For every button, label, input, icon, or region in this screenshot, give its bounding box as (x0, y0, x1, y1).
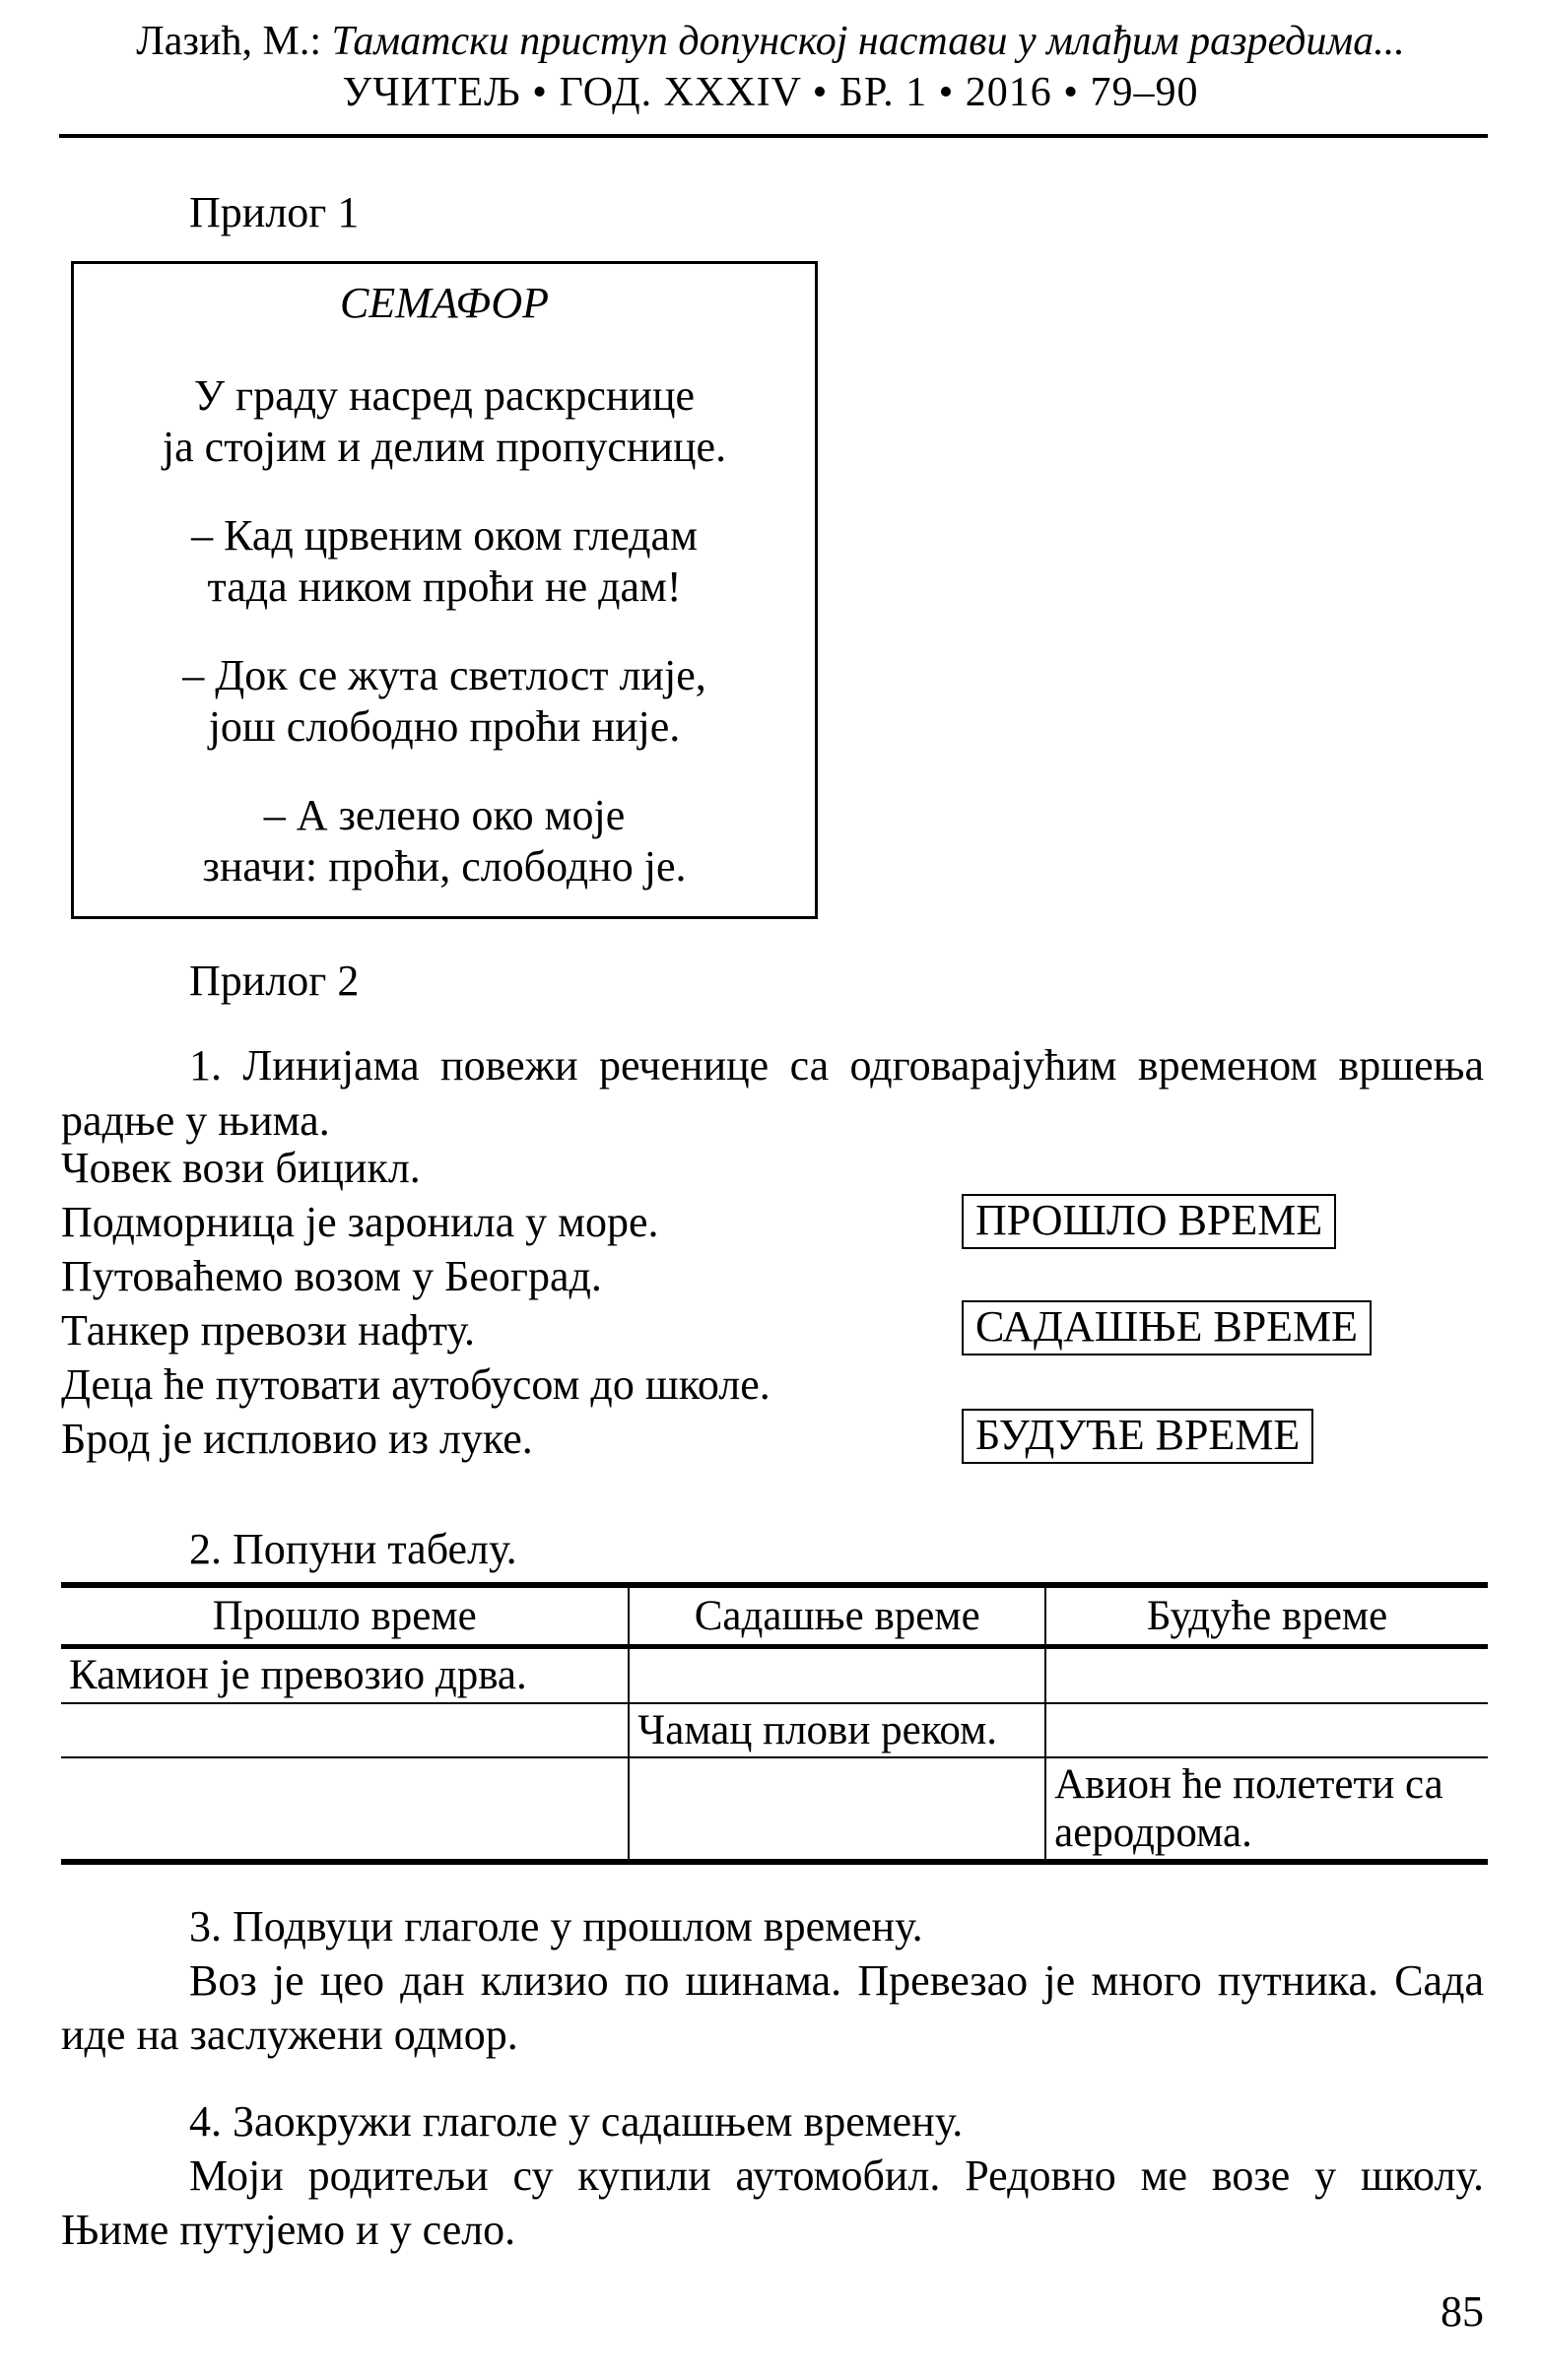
poem-stanza (74, 650, 815, 753)
column-header-past: Прошло време (61, 1585, 629, 1647)
sentence-item: Брод је испловио из луке. (61, 1415, 533, 1463)
poem-line: – Кад црвеним оком гледам (191, 511, 698, 560)
running-head-article-title: Таматски приступ допунској настави у млађим разредима... (331, 19, 1405, 64)
table-cell: Чамац плови реком. (629, 1703, 1045, 1757)
journal-citation-line: УЧИТЕЉ • ГОД. XXXIV • БР. 1 • 2016 • 79–90 (342, 70, 1199, 115)
exercise3-body-line1: Воз је цео дан клизио по шинама. Превезао је много путника. Сада (189, 1956, 1484, 2005)
exercise4-heading: 4. Заокружи глаголе у садашњем времену. (189, 2097, 964, 2146)
tense-table-wrapper (61, 1582, 1488, 1865)
running-head (0, 16, 1541, 67)
table-row (61, 1647, 1488, 1704)
exercise1-instruction-line1: 1. Линијама повежи реченице са одговарајућим временом вршења (189, 1041, 1484, 1090)
poem-line: ја стојим и делим пропуснице. (162, 423, 727, 471)
page-number: 85 (1440, 2287, 1484, 2336)
tense-table (61, 1582, 1488, 1865)
exercise2-heading: 2. Попуни табелу. (189, 1525, 517, 1573)
poem-line: – Док се жута светлост лије, (182, 651, 706, 699)
sentence-item: Човек вози бицикл. (61, 1144, 421, 1192)
table-row (61, 1757, 1488, 1862)
table-row (61, 1703, 1488, 1757)
appendix-2-label: Прилог 2 (189, 957, 360, 1005)
poem-stanza (74, 510, 815, 613)
poem-line: У граду насред раскрснице (193, 371, 696, 420)
poem-stanza (74, 790, 815, 892)
table-cell (629, 1757, 1045, 1862)
column-header-future: Будуће време (1045, 1585, 1488, 1647)
sentence-item: Танкер превози нафту. (61, 1306, 475, 1355)
table-cell (1045, 1647, 1488, 1704)
table-cell (629, 1647, 1045, 1704)
exercise3-heading: 3. Подвуци глаголе у прошлом времену. (189, 1902, 923, 1950)
poem-line: тада ником проћи не дам! (207, 562, 682, 611)
sentence-item: Подморница је заронила у море. (61, 1198, 659, 1246)
poem-stanza (74, 370, 815, 473)
exercise1-sentence-list (61, 1141, 770, 1466)
time-box-past: ПРОШЛО ВРЕМЕ (962, 1194, 1336, 1249)
poem-line: – А зелено око моје (263, 791, 626, 839)
sentence-item: Путоваћемо возом у Београд. (61, 1252, 602, 1300)
sentence-item: Деца ће путовати аутобусом до школе. (61, 1360, 770, 1409)
poem-title: СЕМАФОР (339, 279, 550, 327)
header-rule (59, 134, 1488, 138)
running-head-author: Лазић, М.: (136, 19, 332, 64)
table-header-row (61, 1585, 1488, 1647)
column-header-present: Садашње време (629, 1585, 1045, 1647)
appendix-1-label: Прилог 1 (189, 188, 360, 236)
table-cell (61, 1703, 629, 1757)
table-cell: Авион ће полетети са аеродрома. (1045, 1757, 1488, 1862)
time-box-future: БУДУЋЕ ВРЕМЕ (962, 1409, 1313, 1464)
exercise4-body-line2: Њиме путујемо и у село. (61, 2206, 516, 2254)
poem-line: значи: проћи, слободно је. (202, 842, 687, 891)
time-box-present: САДАШЊЕ ВРЕМЕ (962, 1300, 1372, 1355)
exercise3-body-line2: иде на заслужени одмор. (61, 2011, 518, 2059)
table-cell: Камион је превозио дрва. (61, 1647, 629, 1704)
exercise4-body-line1: Моји родитељи су купили аутомобил. Редовно ме возе у школу. (189, 2151, 1484, 2200)
poem-line: још слободно проћи није. (208, 702, 681, 751)
poem-box (71, 261, 818, 919)
table-cell (1045, 1703, 1488, 1757)
table-cell (61, 1757, 629, 1862)
exercise1-instruction-line2: радње у њима. (61, 1096, 330, 1145)
